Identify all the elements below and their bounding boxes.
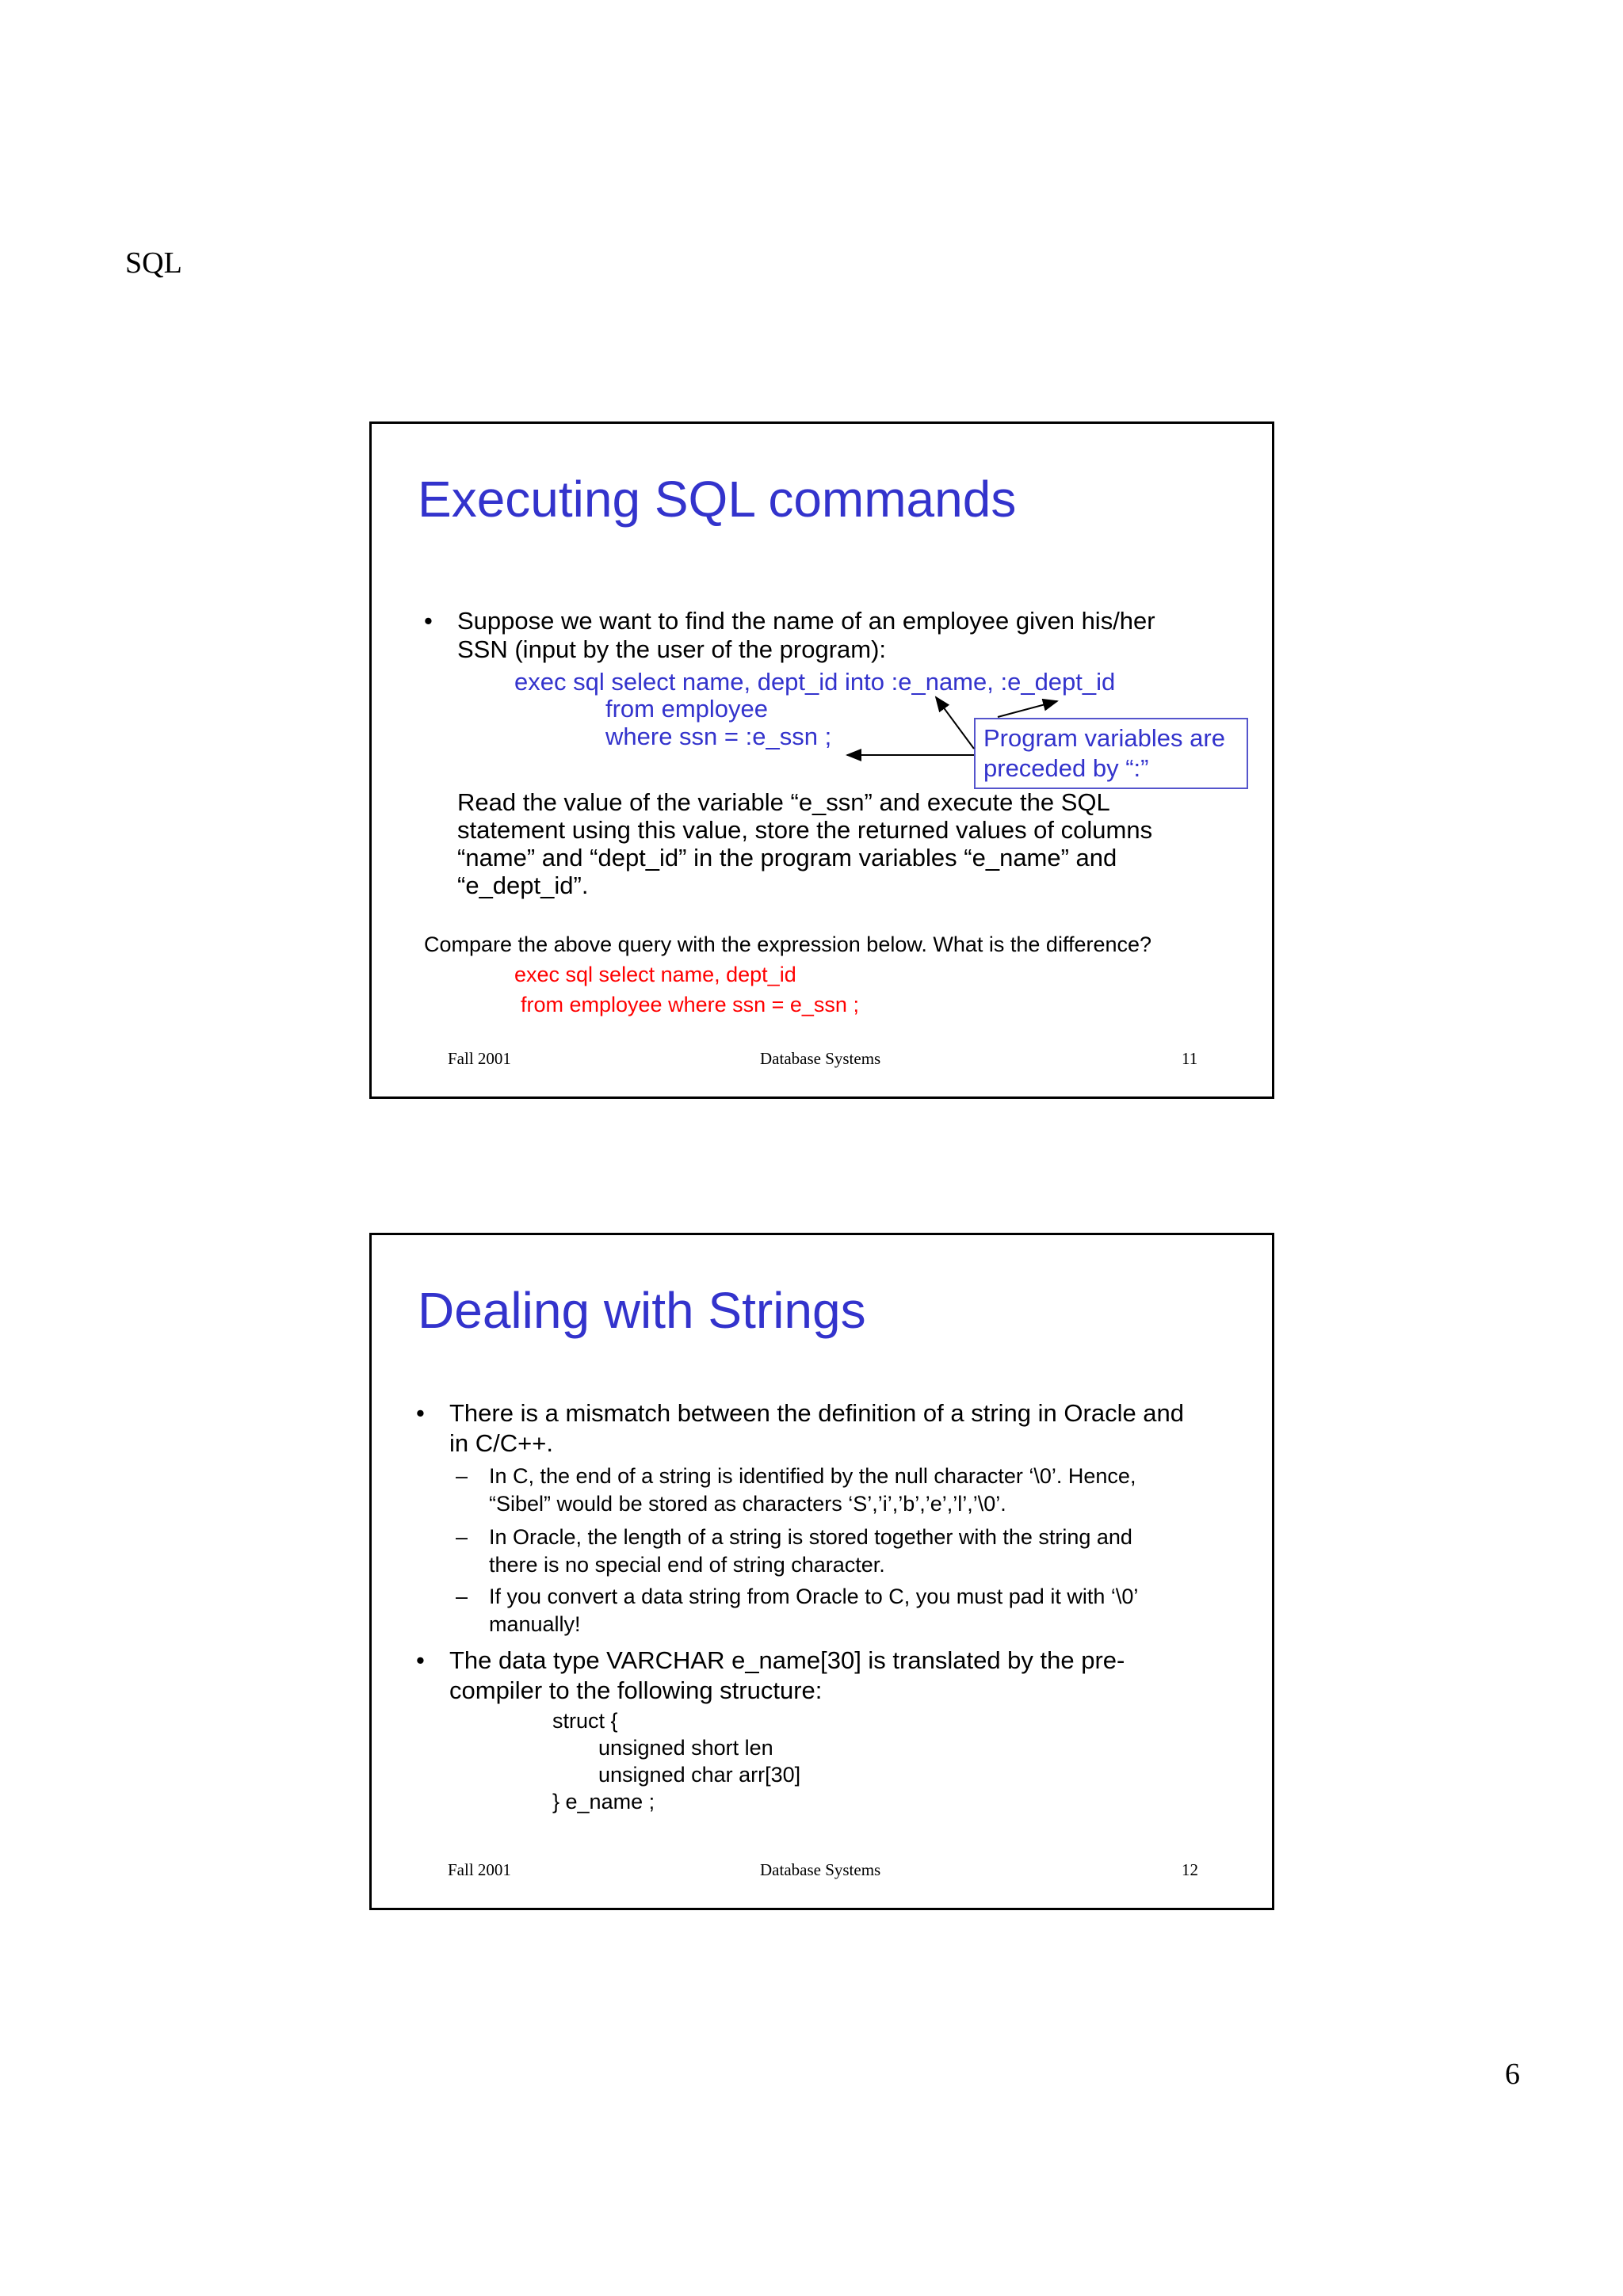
arrow-to-e-name xyxy=(936,697,974,749)
footer-date: Fall 2001 xyxy=(448,1049,511,1068)
bullet-icon: • xyxy=(424,607,433,635)
sub-item-line: manually! xyxy=(489,1612,581,1636)
struct-line: } e_name ; xyxy=(552,1790,655,1814)
code-line: where ssn = :e_ssn ; xyxy=(605,723,832,750)
dash-icon: – xyxy=(456,1525,468,1549)
code-line: exec sql select name, dept_id into :e_name, :e_dept_id xyxy=(514,668,1116,696)
sub-item-line: In C, the end of a string is identified by the null character ‘\0’. Hence, xyxy=(489,1464,1136,1488)
sub-item-line: “Sibel” would be stored as characters ‘S’,’i’,’b’,’e’,’l’,’\0’. xyxy=(489,1492,1006,1516)
bullet-line: compiler to the following structure: xyxy=(449,1676,823,1704)
bullet-line: Suppose we want to find the name of an employee given his/her xyxy=(457,607,1155,635)
sub-item-line: In Oracle, the length of a string is stored together with the string and xyxy=(489,1525,1132,1549)
bullet-line: in C/C++. xyxy=(449,1429,553,1457)
footer-course: Database Systems xyxy=(760,1049,881,1068)
page-number: 6 xyxy=(1505,2058,1520,2091)
slide-title: Executing SQL commands xyxy=(418,471,1017,528)
struct-line: struct { xyxy=(552,1709,618,1733)
explanation-line: Read the value of the variable “e_ssn” and execute the SQL xyxy=(457,788,1110,816)
bullet-line: There is a mismatch between the definition of a string in Oracle and xyxy=(449,1399,1185,1427)
red-code-line: from employee where ssn = e_ssn ; xyxy=(521,993,859,1016)
slide-executing-sql xyxy=(369,421,1274,1099)
bullet-icon: • xyxy=(416,1399,425,1427)
footer-course: Database Systems xyxy=(760,1860,881,1879)
annotation-box xyxy=(974,718,1248,789)
bullet-line: The data type VARCHAR e_name[30] is translated by the pre- xyxy=(449,1646,1125,1674)
sub-item-line: If you convert a data string from Oracle to C, you must pad it with ‘\0’ xyxy=(489,1585,1139,1608)
struct-line: unsigned short len xyxy=(598,1736,773,1760)
footer-slide-number: 11 xyxy=(1182,1049,1198,1068)
compare-text: Compare the above query with the expression below. What is the difference? xyxy=(424,933,1152,956)
slide-dealing-with-strings xyxy=(369,1233,1274,1910)
dash-icon: – xyxy=(456,1464,468,1488)
dash-icon: – xyxy=(456,1585,468,1608)
annotation-line: preceded by “:” xyxy=(983,754,1149,782)
explanation-line: “name” and “dept_id” in the program variables “e_name” and xyxy=(457,844,1117,871)
explanation-line: “e_dept_id”. xyxy=(457,871,589,899)
sub-item-line: there is no special end of string character. xyxy=(489,1553,885,1577)
footer-date: Fall 2001 xyxy=(448,1860,511,1879)
annotation-line: Program variables are xyxy=(983,724,1225,752)
footer-slide-number: 12 xyxy=(1182,1860,1198,1879)
slide-title: Dealing with Strings xyxy=(418,1282,866,1339)
red-code-line: exec sql select name, dept_id xyxy=(514,963,796,986)
code-line: from employee xyxy=(605,695,769,723)
bullet-line: SSN (input by the user of the program): xyxy=(457,635,887,663)
explanation-line: statement using this value, store the returned values of columns xyxy=(457,816,1153,844)
page-header: SQL xyxy=(125,246,182,280)
struct-line: unsigned char arr[30] xyxy=(598,1763,801,1787)
arrow-to-e-dept-id xyxy=(998,701,1057,717)
bullet-icon: • xyxy=(416,1646,425,1674)
